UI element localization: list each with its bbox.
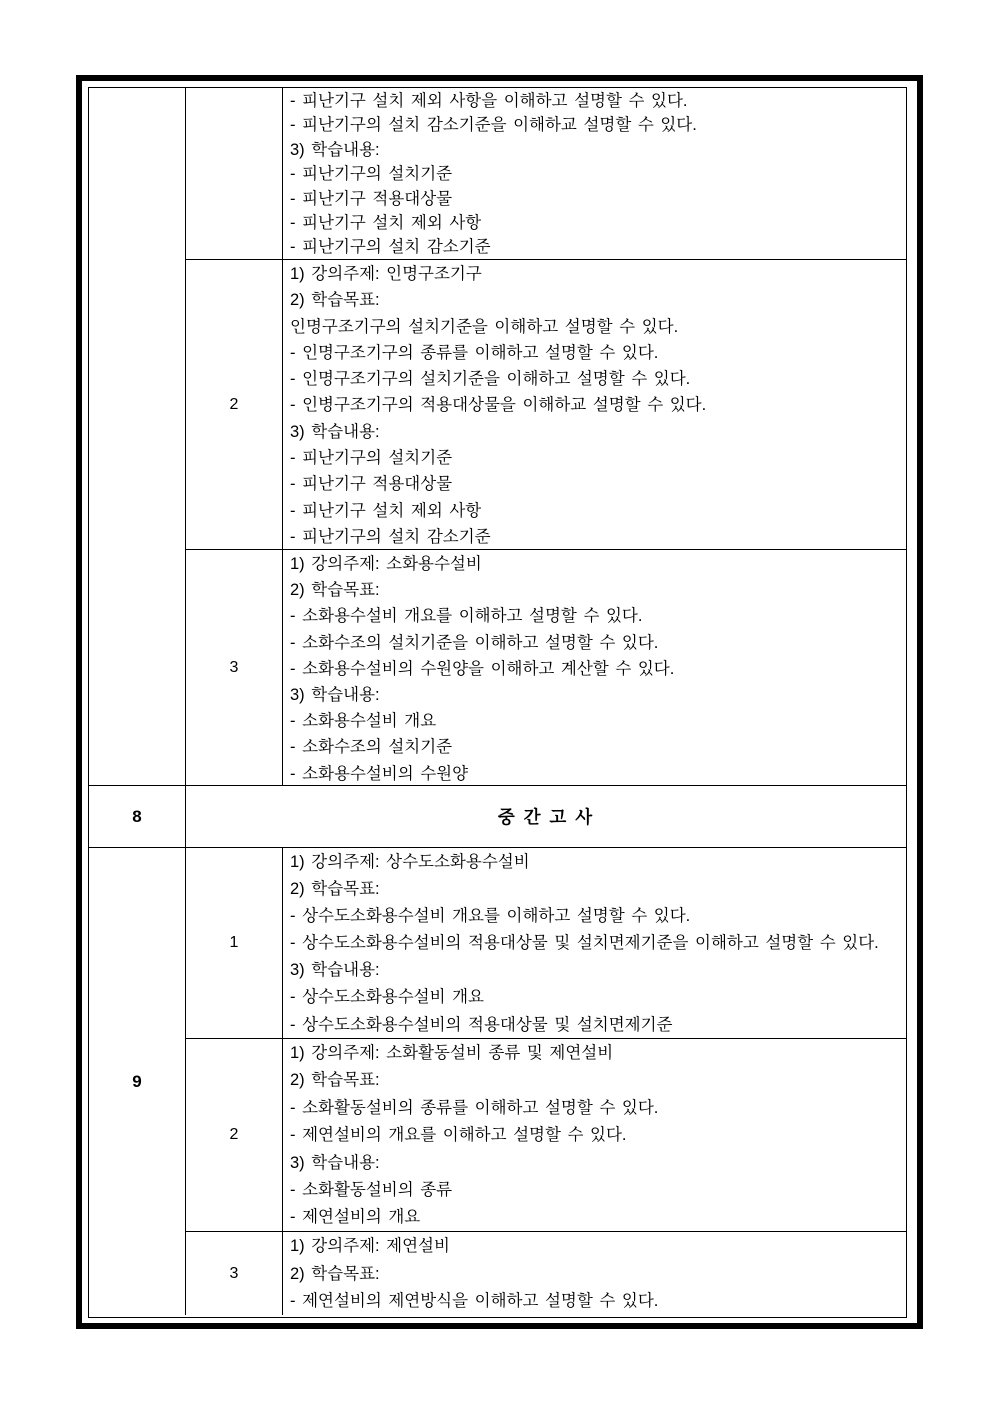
content-line: - 상수도소화용수설비의 적용대상물 및 설치면제기준을 이해하고 설명할 수 있다. bbox=[290, 934, 879, 953]
content-line: - 피난기구 설치 제외 사항 bbox=[290, 214, 482, 233]
content-line: - 인병구조기구의 적용대상물을 이해하교 설명할 수 있다. bbox=[290, 396, 707, 415]
content-line: - 피난기구의 설치 감소기준을 이해하교 설명할 수 있다. bbox=[290, 116, 697, 135]
week9-session1-row bbox=[186, 848, 906, 1039]
week7-session-cont-row bbox=[186, 88, 906, 260]
content-line: 1) 강의주제: 소화활동설비 종류 및 제연설비 bbox=[290, 1044, 614, 1062]
content-line: - 소화용수설비의 수원양을 이해하고 계산할 수 있다. bbox=[290, 659, 675, 678]
content-line: - 피난기구 설치 제외 사항 bbox=[290, 501, 482, 520]
content-line: 1) 강의주제: 제연설비 bbox=[290, 1237, 450, 1255]
content-cell bbox=[283, 1039, 906, 1231]
week8-number-cell: 8 bbox=[89, 786, 186, 847]
content-line: 3) 학습내용: bbox=[290, 686, 380, 705]
content-line: - 제연설비의 개요 bbox=[290, 1208, 421, 1227]
content-line: - 소화용수설비의 수원양 bbox=[290, 764, 469, 783]
content-line: 3) 학습내용: bbox=[290, 140, 380, 159]
content-line: - 인명구조기구의 설치기준을 이해하고 설명할 수 있다. bbox=[290, 370, 691, 389]
content-line: - 소화용수설비 개요를 이해하고 설명할 수 있다. bbox=[290, 607, 643, 626]
session-number-cell: 3 bbox=[186, 1232, 283, 1315]
content-line: 2) 학습목표: bbox=[290, 1264, 380, 1283]
content-line: - 소화활동설비의 종류 bbox=[290, 1181, 453, 1200]
session-number-cell: 1 bbox=[186, 848, 283, 1038]
content-line: - 소화용수설비 개요 bbox=[290, 712, 437, 731]
midterm-exam-cell: 중 간 고 사 bbox=[497, 807, 595, 827]
session-number-cell bbox=[186, 88, 283, 259]
content-line: 인명구조기구의 설치기준을 이해하고 설명할 수 있다. bbox=[290, 317, 679, 336]
content-line: - 피난기구의 설치 감소기준 bbox=[290, 238, 491, 257]
content-cell bbox=[283, 1232, 906, 1315]
content-line: - 인명구조기구의 종류를 이해하고 설명할 수 있다. bbox=[290, 343, 659, 362]
week9-session3-row bbox=[186, 1232, 906, 1315]
content-line: 2) 학습목표: bbox=[290, 581, 380, 600]
content-line: 1) 강의주제: 인명구조기구 bbox=[290, 265, 482, 283]
week7-session2-row bbox=[186, 260, 906, 550]
content-line: - 소화활동설비의 종류를 이해하고 설명할 수 있다. bbox=[290, 1098, 659, 1117]
content-line: 2) 학습목표: bbox=[290, 880, 380, 899]
content-line: - 소화수조의 설치기준 bbox=[290, 738, 453, 757]
content-line: - 제연설비의 제연방식을 이해하고 설명할 수 있다. bbox=[290, 1292, 659, 1311]
session-number-cell: 2 bbox=[186, 1039, 283, 1231]
content-cell bbox=[283, 550, 906, 786]
content-cell bbox=[283, 88, 906, 259]
session-number-cell: 2 bbox=[186, 260, 283, 549]
content-line: 2) 학습목표: bbox=[290, 1071, 380, 1090]
content-line: - 피난기구 설치 제외 사항을 이해하고 설명할 수 있다. bbox=[290, 92, 688, 110]
week7-number-cell bbox=[89, 88, 186, 785]
content-line: - 제연설비의 개요를 이해하고 설명할 수 있다. bbox=[290, 1126, 627, 1145]
content-line: - 소화수조의 설치기준을 이해하고 설명할 수 있다. bbox=[290, 633, 659, 652]
content-line: - 피난기구의 설치기준 bbox=[290, 165, 453, 184]
content-line: 3) 학습내용: bbox=[290, 422, 380, 441]
content-cell bbox=[283, 848, 906, 1038]
content-line: - 피난기구 적용대상물 bbox=[290, 189, 453, 208]
week9-number-cell: 9 bbox=[89, 848, 186, 1315]
content-line: 3) 학습내용: bbox=[290, 961, 380, 980]
content-line: - 피난기구의 설치기준 bbox=[290, 449, 453, 468]
week9-sessions bbox=[186, 848, 906, 1315]
week7-session3-row bbox=[186, 550, 906, 786]
content-line: 3) 학습내용: bbox=[290, 1153, 380, 1172]
content-line: - 피난기구 적용대상물 bbox=[290, 475, 453, 494]
week9-row bbox=[89, 848, 906, 1315]
week7-row bbox=[89, 88, 906, 786]
session-number-cell: 3 bbox=[186, 550, 283, 786]
content-cell bbox=[283, 260, 906, 549]
week7-sessions bbox=[186, 88, 906, 785]
week9-session2-row bbox=[186, 1039, 906, 1232]
content-line: 1) 강의주제: 소화용수설비 bbox=[290, 555, 482, 573]
content-line: 2) 학습목표: bbox=[290, 291, 380, 310]
content-line: - 상수도소화용수설비의 적용대상물 및 설치면제기준 bbox=[290, 1015, 673, 1034]
week8-midterm-row bbox=[89, 786, 906, 848]
content-line: 1) 강의주제: 상수도소화용수설비 bbox=[290, 853, 530, 871]
content-line: - 상수도소화용수설비 개요를 이해하고 설명할 수 있다. bbox=[290, 907, 691, 926]
syllabus-table bbox=[88, 87, 907, 1318]
content-line: - 상수도소화용수설비 개요 bbox=[290, 988, 484, 1007]
content-line: - 피난기구의 설치 감소기준 bbox=[290, 527, 491, 546]
